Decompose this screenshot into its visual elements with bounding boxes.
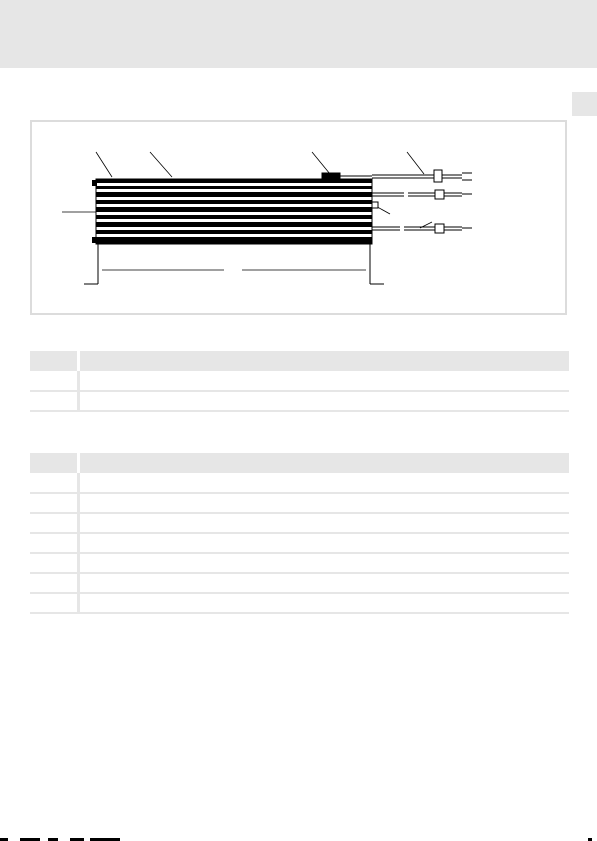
table-cell-pos (30, 533, 79, 553)
table-cell-pos (30, 391, 79, 411)
leader-line-4 (407, 152, 424, 174)
technical-drawing-figure (30, 120, 567, 315)
chapter-tab-marker (572, 92, 597, 116)
table-cell-description (79, 573, 570, 593)
table-cell-description (79, 513, 570, 533)
table-cell-pos (30, 573, 79, 593)
table-cell-pos (30, 371, 79, 391)
header-description (79, 453, 570, 473)
table-cell-description (79, 593, 570, 613)
table-row (30, 473, 569, 493)
table-cell-pos (30, 593, 79, 613)
power-cable-2 (372, 202, 472, 233)
table-header-row (30, 453, 569, 473)
table-row (30, 533, 569, 553)
table-cell-description (79, 391, 570, 411)
table-cell-description (79, 493, 570, 513)
header-pos (30, 351, 79, 371)
legend-table-2 (30, 453, 569, 614)
table-row (30, 371, 569, 391)
table-cell-pos (30, 513, 79, 533)
power-cable-1 (372, 190, 472, 199)
resistor-body (92, 179, 372, 244)
page-footer-strip (0, 837, 597, 841)
legend-table-1 (30, 351, 569, 412)
page-header-band (0, 0, 597, 68)
mounting-feet (84, 244, 384, 284)
table-cell-pos (30, 493, 79, 513)
leader-line-1 (96, 152, 112, 177)
table-row (30, 553, 569, 573)
table-cell-description (79, 533, 570, 553)
table-row (30, 391, 569, 411)
resistor-drawing (32, 122, 569, 317)
table-cell-pos (30, 473, 79, 493)
table-header-row (30, 351, 569, 371)
header-pos (30, 453, 79, 473)
table-cell-description (79, 473, 570, 493)
table-cell-description (79, 553, 570, 573)
leader-line-2 (150, 152, 172, 177)
table-row (30, 593, 569, 613)
table-row (30, 573, 569, 593)
leader-line-3 (312, 152, 330, 174)
table-cell-pos (30, 553, 79, 573)
header-description (79, 351, 570, 371)
table-row (30, 493, 569, 513)
table-cell-description (79, 371, 570, 391)
table-row (30, 513, 569, 533)
